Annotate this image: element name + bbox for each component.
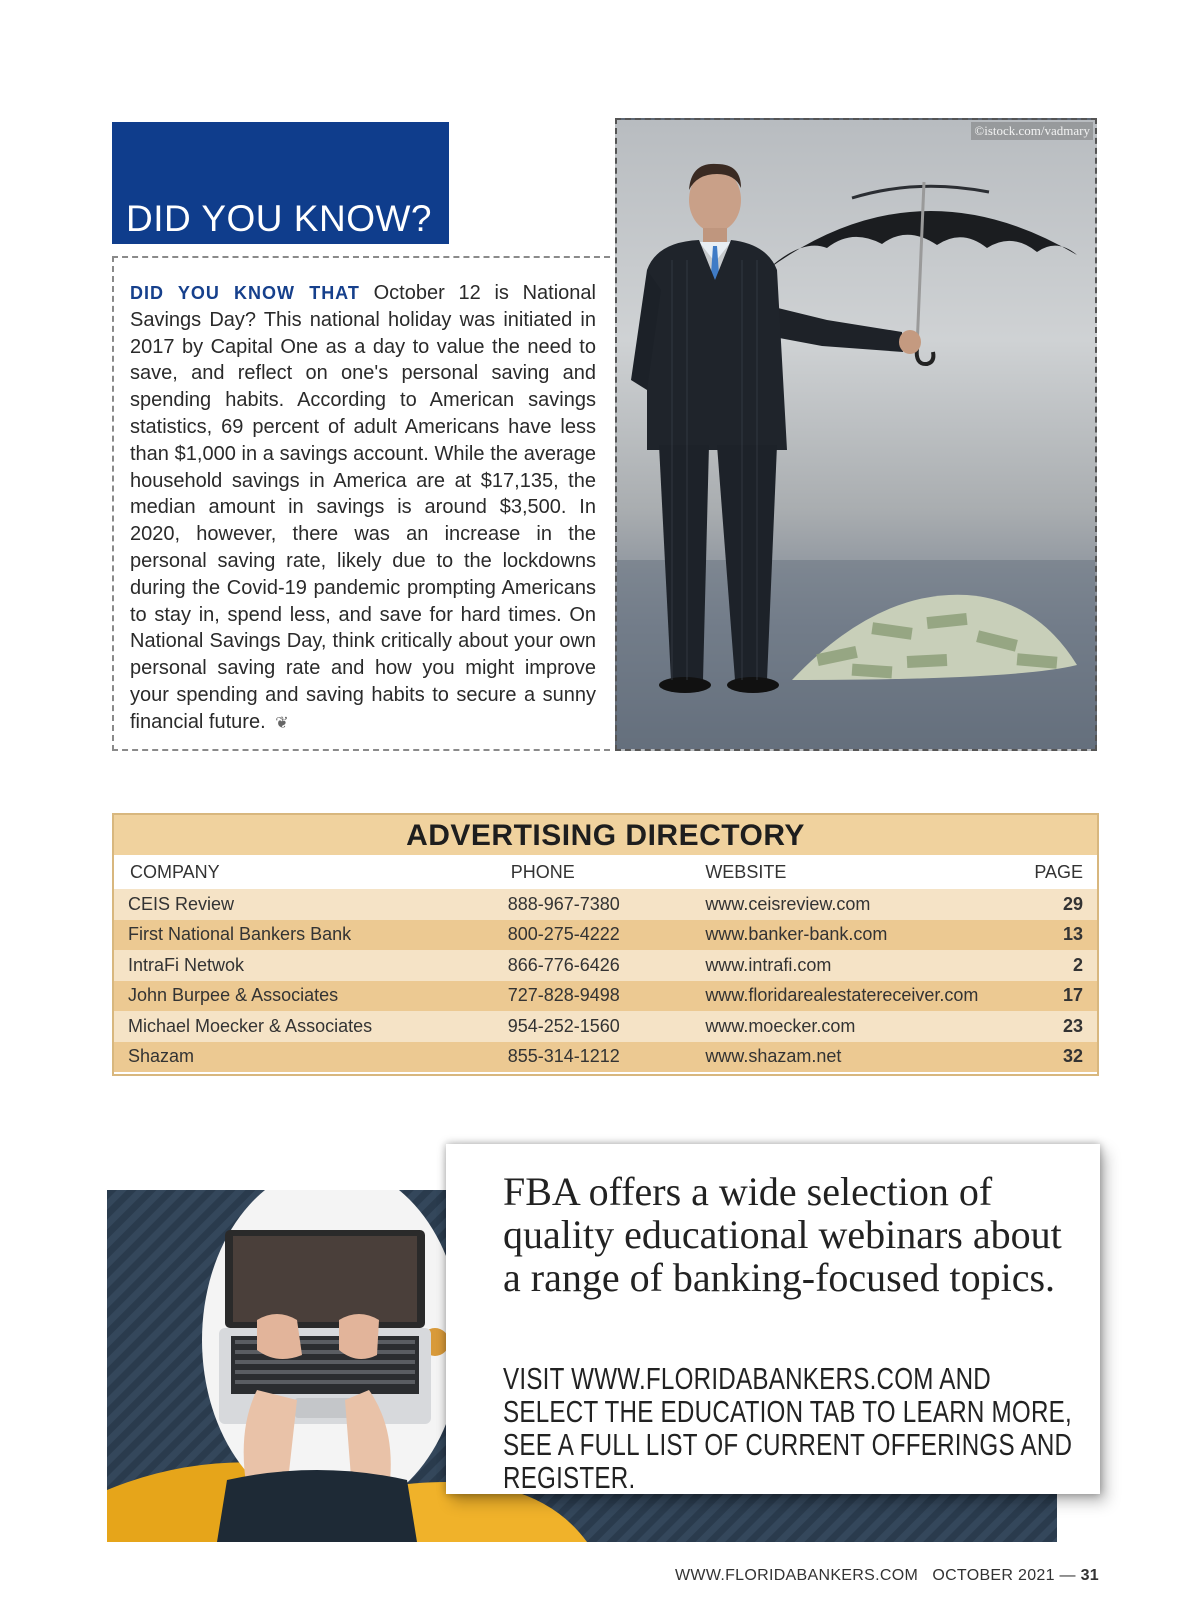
- column-header-website: WEBSITE: [705, 855, 1034, 889]
- website-cell: www.banker-bank.com: [705, 920, 1034, 951]
- did-you-know-box: [112, 256, 610, 751]
- webinar-subtext: VISIT WWW.FLORIDABANKERS.COM AND SELECT THE EDUCATION TAB TO LEARN MORE, SEE A FULL LIST OF CURRENT OFFERINGS AND REGISTER.: [503, 1361, 1073, 1495]
- phone-cell: 727-828-9498: [508, 981, 706, 1012]
- webinar-promo-card: [446, 1144, 1100, 1494]
- umbrella-man-illustration: [617, 120, 1095, 749]
- did-you-know-header: [112, 122, 449, 244]
- column-header-company: COMPANY: [114, 855, 508, 889]
- did-you-know-lead: DID YOU KNOW THAT: [130, 283, 360, 303]
- footer-page-number: 31: [1080, 1567, 1099, 1584]
- company-cell: IntraFi Netwok: [114, 950, 508, 981]
- phone-cell: 888-967-7380: [508, 889, 706, 920]
- page-footer: [675, 1567, 1099, 1585]
- page-cell: 17: [1034, 981, 1097, 1012]
- phone-cell: 800-275-4222: [508, 920, 706, 951]
- website-cell: www.shazam.net: [705, 1042, 1034, 1073]
- page-cell: 32: [1034, 1042, 1097, 1073]
- page-cell: 29: [1034, 889, 1097, 920]
- end-mark-icon: ❦: [275, 714, 289, 732]
- table-row: [114, 889, 1097, 920]
- did-you-know-title: DID YOU KNOW?: [126, 198, 432, 239]
- column-header-page: PAGE: [1034, 855, 1097, 889]
- phone-cell: 855-314-1212: [508, 1042, 706, 1073]
- advertising-directory-table: [114, 855, 1097, 1072]
- advertising-directory: [112, 813, 1099, 1076]
- umbrella-man-photo: [615, 118, 1097, 751]
- photo-credit: ©istock.com/vadmary: [971, 122, 1093, 140]
- footer-issue: OCTOBER 2021 —: [932, 1567, 1076, 1584]
- website-cell: www.ceisreview.com: [705, 889, 1034, 920]
- page-cell: 13: [1034, 920, 1097, 951]
- footer-site: WWW.FLORIDABANKERS.COM: [675, 1567, 919, 1584]
- company-cell: John Burpee & Associates: [114, 981, 508, 1012]
- column-header-phone: PHONE: [508, 855, 706, 889]
- company-cell: CEIS Review: [114, 889, 508, 920]
- company-cell: First National Bankers Bank: [114, 920, 508, 951]
- company-cell: Michael Moecker & Associates: [114, 1011, 508, 1042]
- table-header-row: [114, 855, 1097, 889]
- phone-cell: 866-776-6426: [508, 950, 706, 981]
- table-row: [114, 920, 1097, 951]
- company-cell: Shazam: [114, 1042, 508, 1073]
- table-row: [114, 981, 1097, 1012]
- webinar-headline: FBA offers a wide selection of quality educational webinars about a range of banking-focused topics.: [503, 1169, 1062, 1300]
- website-cell: www.intrafi.com: [705, 950, 1034, 981]
- website-cell: www.moecker.com: [705, 1011, 1034, 1042]
- advertising-directory-title: ADVERTISING DIRECTORY: [114, 815, 1097, 855]
- phone-cell: 954-252-1560: [508, 1011, 706, 1042]
- did-you-know-body: October 12 is National Savings Day? This national holiday was initiated in 2017 by Capital One as a day to value the need to save, and reflect on one's personal saving and spending habits. According to American savings statistics, 69 percent of adult Americans have less than $1,000 in a savings account. While the average household savings in America are at $17,135, the median amount in savings is around $3,500. In 2020, however, there was an increase in the personal saving rate, likely due to the lockdowns during the Covid-19 pandemic prompting Americans to stay in, spend less, and save for hard times. On National Savings Day, think critically about your own personal saving rate and how you might improve your spending and saving habits to secure a sunny financial future.: [130, 282, 596, 733]
- table-row: [114, 950, 1097, 981]
- table-row: [114, 1011, 1097, 1042]
- table-row: [114, 1042, 1097, 1073]
- website-cell: www.floridarealestatereceiver.com: [705, 981, 1034, 1012]
- page-cell: 2: [1034, 950, 1097, 981]
- did-you-know-text: [130, 280, 596, 738]
- page-cell: 23: [1034, 1011, 1097, 1042]
